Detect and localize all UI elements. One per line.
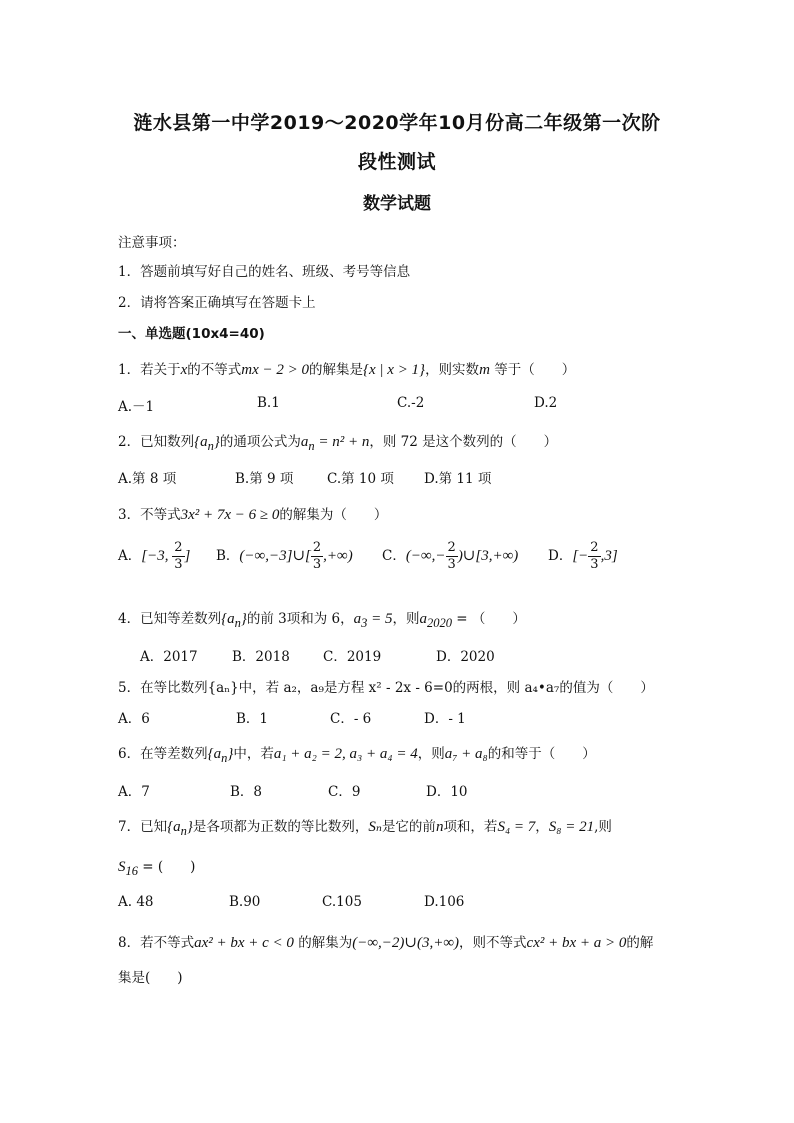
question-2-stem: 2．已知数列$\{a_n\}$的通项公式为$a_n = n^2 + n$，则 72 是这个数列的（ ）	[118, 434, 558, 453]
exam-title-line1: 涟水县第一中学2019～2020学年10月份高二年级第一次阶	[133, 112, 661, 134]
question-2-option-a: A.第 8 项	[118, 471, 177, 487]
question-2-option-c: C.第 10 项	[327, 471, 394, 487]
question-6-option-c: C．9	[328, 784, 361, 800]
question-7-option-b: B.90	[229, 894, 261, 910]
subject-title: 数学试题	[363, 194, 431, 214]
question-5-option-a: A．6	[118, 711, 150, 727]
question-1-option-d: D.2	[534, 395, 558, 411]
notes-item-1: 1．答题前填写好自己的姓名、班级、考号等信息	[118, 264, 411, 280]
question-3-option-d: D．[− $\frac{2}{3}$ ,3]	[548, 540, 618, 572]
question-3-option-c: C．(−∞,− $\frac{2}{3}$ )∪[3,+∞)	[382, 540, 519, 572]
notes-item-2: 2．请将答案正确填写在答题卡上	[118, 295, 316, 311]
notes-heading: 注意事项：	[118, 235, 186, 251]
question-2-option-d: D.第 11 项	[424, 471, 492, 487]
question-4-option-a: A．2017	[140, 649, 198, 665]
question-5-option-c: C．- 6	[330, 711, 372, 727]
question-7-option-a: A. 48	[118, 894, 154, 910]
question-2-option-b: B.第 9 项	[235, 471, 294, 487]
question-7-option-c: C.105	[322, 894, 362, 910]
question-8-stem-line2: 集是( )	[118, 970, 183, 986]
exam-title-line2: 段性测试	[357, 151, 436, 173]
question-3-option-a: A．[−3, $\frac{2}{3}$ ]	[118, 540, 191, 572]
question-7-stem: 7．已知$\{a_n\}$是各项都为正数的等比数列，Sₙ是它的前n项和，若S₄ = 7，S₈ = 21,则	[118, 819, 612, 838]
question-7-option-d: D.106	[424, 894, 465, 910]
question-5-option-b: B．1	[236, 711, 269, 727]
question-4-stem: 4．已知等差数列$\{a_n\}$的前 3项和为 6，$a_3 = 5$，则$a_{2020}$ = （ ）	[118, 611, 526, 630]
question-4-option-c: C．2019	[323, 649, 382, 665]
section-heading: 一、单选题(10x4=40)	[118, 326, 265, 342]
question-5-stem: 5．在等比数列{aₙ}中，若 a₂，a₉是方程 x² - 2x - 6=0的两根，则 a₄•a₇的值为（ ）	[118, 680, 654, 696]
question-1-option-c: C.-2	[397, 395, 425, 411]
question-6-stem: 6．在等差数列$\{a_n\}$中，若a₁ + a₂ = 2, a₃ + a₄ = 4，则a₇ + a₈的和等于（ ）	[118, 746, 596, 765]
question-3-option-b: B．(−∞,−3]∪[ $\frac{2}{3}$ ,+∞)	[216, 540, 353, 572]
question-1-stem: 1．若关于x的不等式mx − 2 > 0的解集是{x | x > 1}，则实数m 等于（ ）	[118, 362, 576, 378]
question-5-option-d: D．- 1	[424, 711, 466, 727]
question-7-stem-line2: $S_{16}$ = ( )	[118, 859, 196, 878]
question-3-stem: 3．不等式3x² + 7x − 6 ≥ 0的解集为（ ）	[118, 507, 388, 523]
question-4-option-b: B．2018	[232, 649, 290, 665]
question-6-option-a: A．7	[118, 784, 150, 800]
question-6-option-d: D．10	[426, 784, 468, 800]
question-4-option-d: D．2020	[436, 649, 495, 665]
question-8-stem: 8．若不等式ax² + bx + c < 0 的解集为(−∞,−2)∪(3,+∞)，则不等式cx² + bx + a > 0的解	[118, 935, 654, 951]
question-6-option-b: B．8	[230, 784, 263, 800]
question-1-option-b: B.1	[257, 395, 280, 411]
question-1-option-a: A.－1	[118, 399, 155, 415]
